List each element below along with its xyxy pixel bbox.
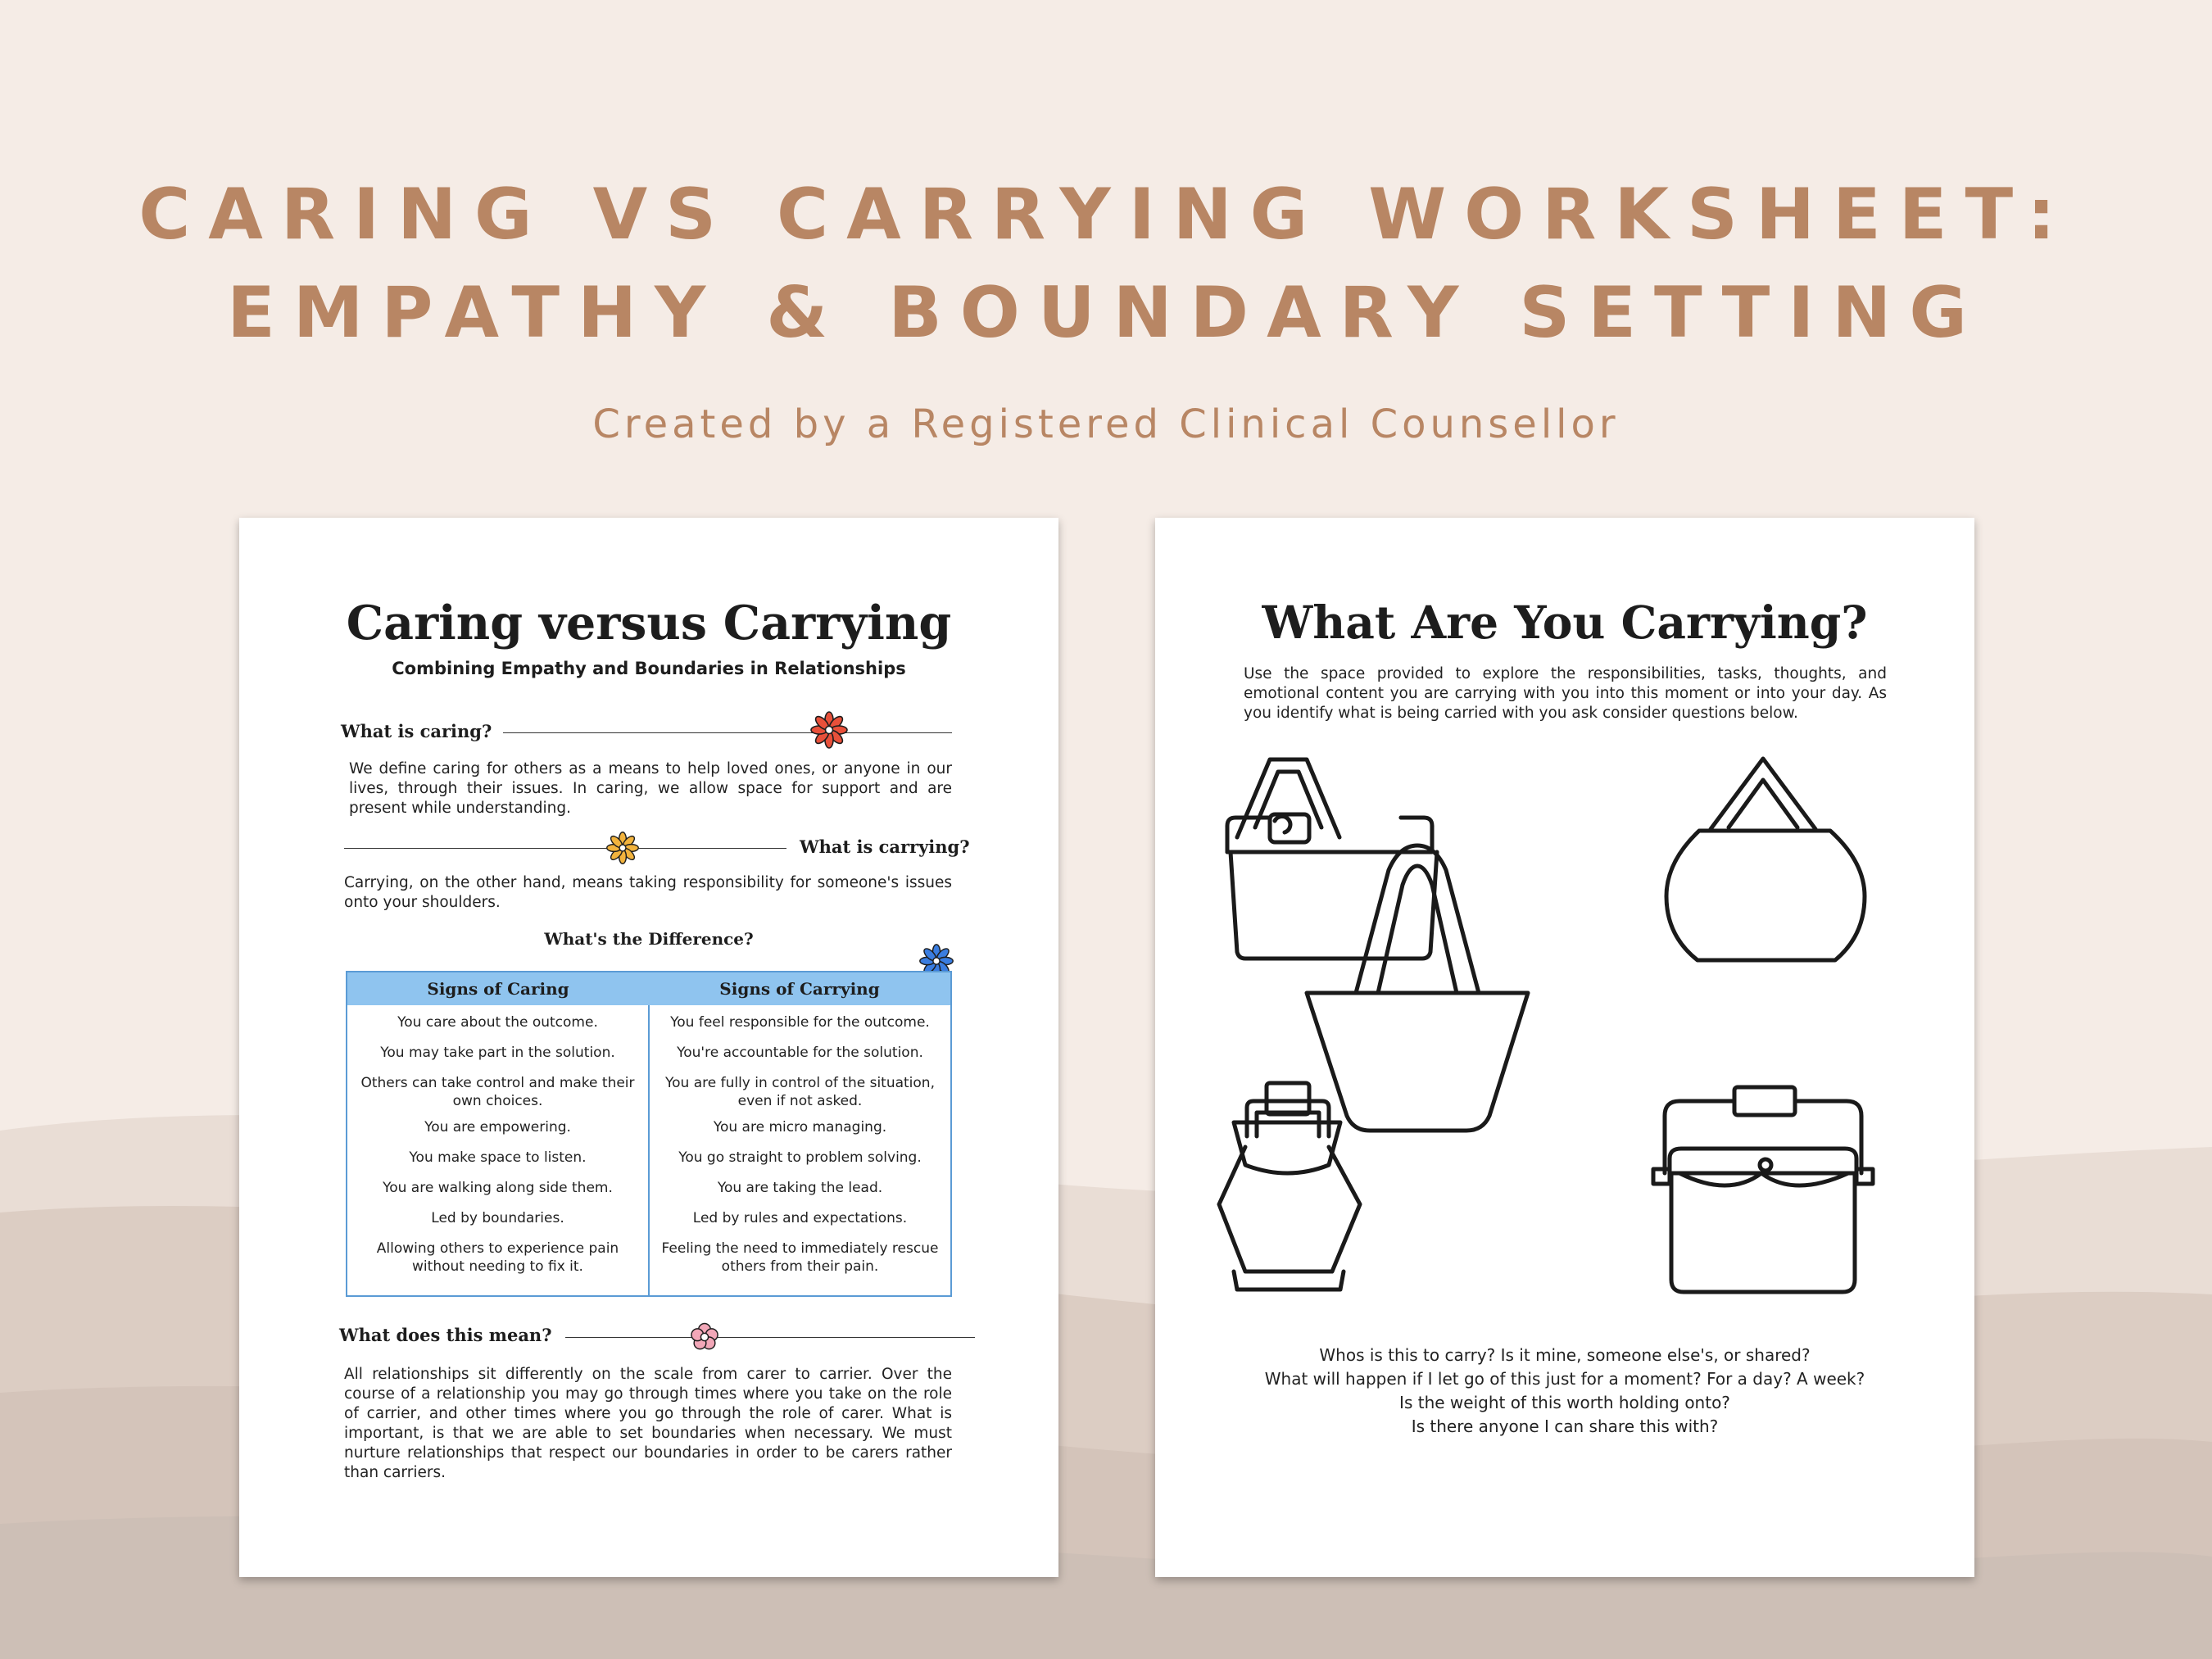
divider-rule: [565, 1337, 975, 1338]
table-cell: You feel responsible for the outcome.: [670, 1014, 930, 1031]
table-header-row: [347, 972, 950, 1005]
table-cell: You are walking along side them.: [383, 1180, 613, 1196]
backpack-icon: [1219, 1083, 1360, 1290]
difference-title: What's the Difference?: [544, 929, 754, 949]
meaning-paragraph: All relationships sit differently on the scale from carer to carrier. Over the course of a relationship you may go through times where you take on the role of carrier, and other times where you go through the role of carer. What is important, is that we are able to set boundaries when necessary. We must nurture relationships that respect our boundaries in order to be carers rather than carriers.: [344, 1366, 952, 1481]
handbag-icon: [1227, 759, 1437, 959]
table-column-carrying: [648, 1005, 950, 1295]
reflection-question: Whos is this to carry? Is it mine, someone else's, or shared?: [1319, 1345, 1811, 1365]
carrying-paragraph: Carrying, on the other hand, means taking responsibility for someone's issues onto your shoulders.: [344, 874, 952, 911]
red-flower-icon: [809, 710, 849, 750]
yellow-flower-icon: [605, 831, 640, 865]
table-cell: Others can take control and make their own choices.: [360, 1075, 635, 1109]
page-title: Caring versus Carrying: [346, 596, 952, 650]
page-title: What Are You Carrying?: [1262, 596, 1868, 649]
caring-paragraph: We define caring for others as a means to help loved ones, or anyone in our lives, through their issues. In caring, we allow space for support and are present while understanding.: [349, 760, 952, 817]
pink-flower-icon: [687, 1319, 723, 1355]
page-subtitle: Combining Empathy and Boundaries in Relationships: [392, 659, 906, 678]
table-cell: Feeling the need to immediately rescue others from their pain.: [661, 1240, 939, 1275]
basket-bag-icon: [1653, 1087, 1873, 1292]
table-cell: You're accountable for the solution.: [677, 1045, 923, 1061]
byline: Created by a Registered Clinical Counsellor: [592, 401, 1620, 447]
table-cell: You are taking the lead.: [717, 1180, 883, 1196]
table-cell: You make space to listen.: [409, 1149, 587, 1166]
round-bag-icon: [1666, 759, 1865, 960]
table-header-caring: Signs of Caring: [427, 979, 569, 999]
divider-rule: [344, 848, 786, 849]
table-cell: You are empowering.: [424, 1119, 571, 1135]
intro-paragraph: Use the space provided to explore the responsibilities, tasks, thoughts, and emotional content you are carrying with you into this moment or into your day. As you identify what is being carried with you ask consider questions below.: [1244, 665, 1887, 722]
table-header-carrying: Signs of Carrying: [719, 979, 880, 999]
reflection-question: Is the weight of this worth holding onto?: [1399, 1393, 1730, 1412]
table-cell: You go straight to problem solving.: [678, 1149, 922, 1166]
table-cell: You care about the outcome.: [397, 1014, 598, 1031]
table-cell: You are micro managing.: [713, 1119, 887, 1135]
reflection-question: What will happen if I let go of this just for a moment? For a day? A week?: [1264, 1369, 1865, 1389]
headline-line-2: EMPATHY & BOUNDARY SETTING: [227, 272, 1985, 354]
difference-table: [346, 971, 952, 1297]
section-label-caring: What is caring?: [341, 721, 492, 741]
section-label-meaning: What does this mean?: [339, 1325, 552, 1345]
table-cell: You may take part in the solution.: [380, 1045, 615, 1061]
tote-bag-icon: [1307, 845, 1528, 1131]
reflection-question: Is there anyone I can share this with?: [1411, 1416, 1719, 1436]
divider-rule: [503, 732, 952, 733]
table-cell: You are fully in control of the situation, even if not asked.: [664, 1075, 935, 1109]
table-cell: Led by rules and expectations.: [692, 1210, 908, 1226]
worksheet-page-caring-versus-carrying: [239, 518, 1058, 1577]
headline-line-1: CARING VS CARRYING WORKSHEET:: [138, 174, 2074, 256]
worksheet-page-what-are-you-carrying: [1155, 518, 1974, 1577]
section-label-carrying: What is carrying?: [800, 836, 970, 857]
table-cell: Led by boundaries.: [431, 1210, 564, 1226]
table-cell: Allowing others to experience pain without needing to fix it.: [376, 1240, 619, 1275]
table-column-caring: [347, 1005, 648, 1295]
